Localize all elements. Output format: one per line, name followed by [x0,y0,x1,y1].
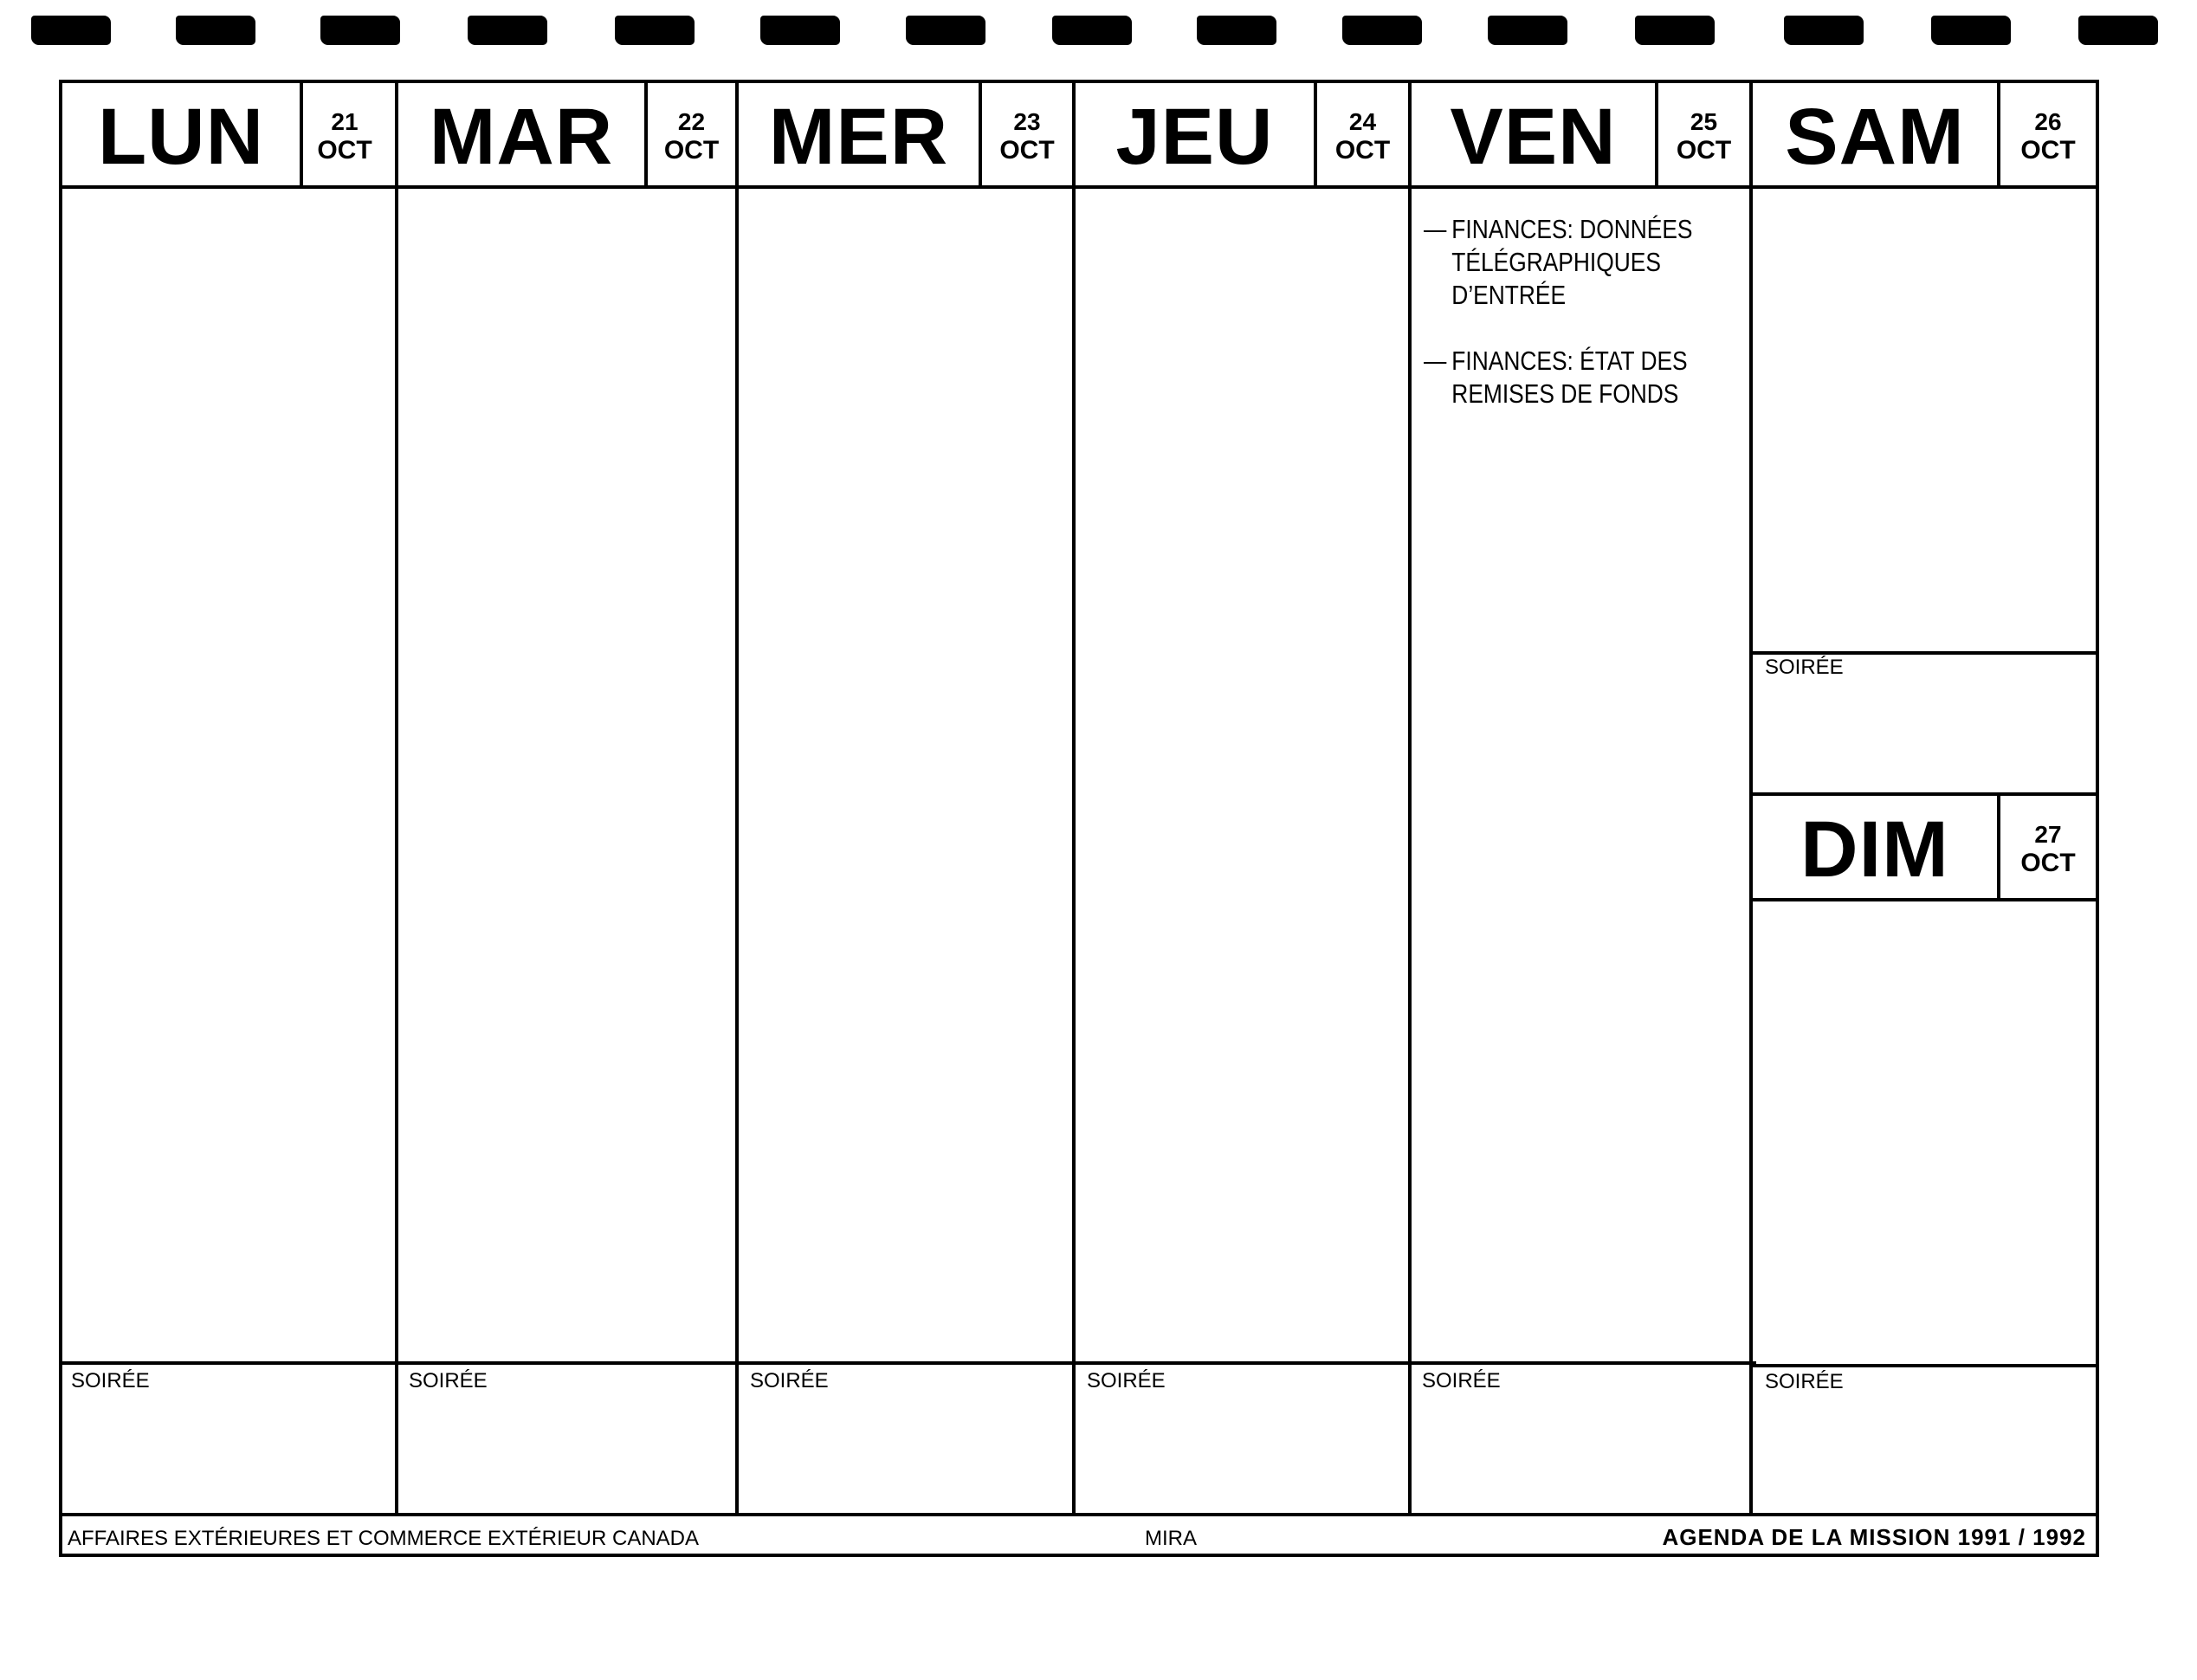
footer-organization: AFFAIRES EXTÉRIEURES ET COMMERCE EXTÉRIEUR CANADA [68,1527,700,1550]
date-day: 25 [1690,108,1718,135]
date-saturday [2000,109,2096,165]
note-dash: — [1424,214,1447,244]
binding-hole [1488,16,1567,45]
binding-hole [906,16,985,45]
date-wednesday [982,109,1072,165]
evening-label-tuesday: SOIRÉE [409,1369,488,1392]
binding-hole [1052,16,1132,45]
binding-hole [468,16,547,45]
date-monday [303,109,386,165]
day-name-wednesday: MER [768,93,949,181]
binding-hole [2078,16,2158,45]
date-day: 21 [331,108,359,135]
sunday-header-top [1753,792,2099,796]
evening-label-friday: SOIRÉE [1422,1369,1501,1392]
date-month: OCT [999,135,1055,165]
saturday-evening-divider [1753,651,2099,655]
date-day: 22 [677,108,706,135]
day-name-sunday: DIM [1800,805,1949,894]
evening-label-saturday: SOIRÉE [1765,656,1844,679]
evening-label-sunday: SOIRÉE [1765,1370,1844,1393]
binding-hole [1784,16,1864,45]
binding-hole [320,16,400,45]
binding-hole [1342,16,1422,45]
date-month: OCT [2020,135,2076,165]
header-divider [59,185,2099,189]
date-day: 27 [2034,821,2062,848]
binding-hole [31,16,111,45]
evening-label-wednesday: SOIRÉE [750,1369,829,1392]
binding-holes [0,12,2197,47]
evening-label-thursday: SOIRÉE [1087,1369,1166,1392]
day-name-thursday: JEU [1115,93,1274,181]
date-day: 26 [2034,108,2062,135]
day-name-tuesday: MAR [429,93,614,181]
day-name-saturday: SAM [1785,93,1965,181]
column-divider [735,80,739,1516]
column-divider [1749,80,1753,1516]
binding-hole [1197,16,1276,45]
date-month: OCT [1676,135,1732,165]
column-divider [1408,80,1412,1516]
date-month: OCT [2020,848,2076,877]
evening-divider [59,1361,1756,1365]
date-month: OCT [317,135,372,165]
note-item [1424,345,1688,410]
column-divider [395,80,398,1516]
note-text: FINANCES: DONNÉES TÉLÉGRAPHIQUES D’ENTRÉE [1451,214,1693,310]
binding-hole [1635,16,1715,45]
date-friday [1658,109,1749,165]
sunday-evening-divider [1753,1364,2099,1367]
date-sunday [2000,822,2096,877]
day-name-monday: LUN [97,93,265,181]
note-item [1424,213,1692,312]
footer-code: MIRA [1145,1527,1197,1550]
binding-hole [760,16,840,45]
column-divider [1072,80,1076,1516]
note-text: FINANCES: ÉTAT DES REMISES DE FONDS [1451,346,1688,409]
note-dash: — [1424,346,1447,376]
date-day: 23 [1013,108,1041,135]
date-tuesday [648,109,735,165]
evening-label-monday: SOIRÉE [71,1369,150,1392]
sunday-header-bottom [1753,898,2099,901]
date-month: OCT [663,135,720,165]
day-name-friday: VEN [1450,93,1617,181]
binding-hole [1931,16,2011,45]
date-month: OCT [1334,135,1391,165]
date-day: 24 [1348,108,1377,135]
date-thursday [1317,109,1408,165]
binding-hole [615,16,695,45]
binding-hole [176,16,255,45]
footer-agenda-title: AGENDA DE LA MISSION 1991 / 1992 [1662,1524,2086,1550]
footer-divider [59,1513,2099,1516]
